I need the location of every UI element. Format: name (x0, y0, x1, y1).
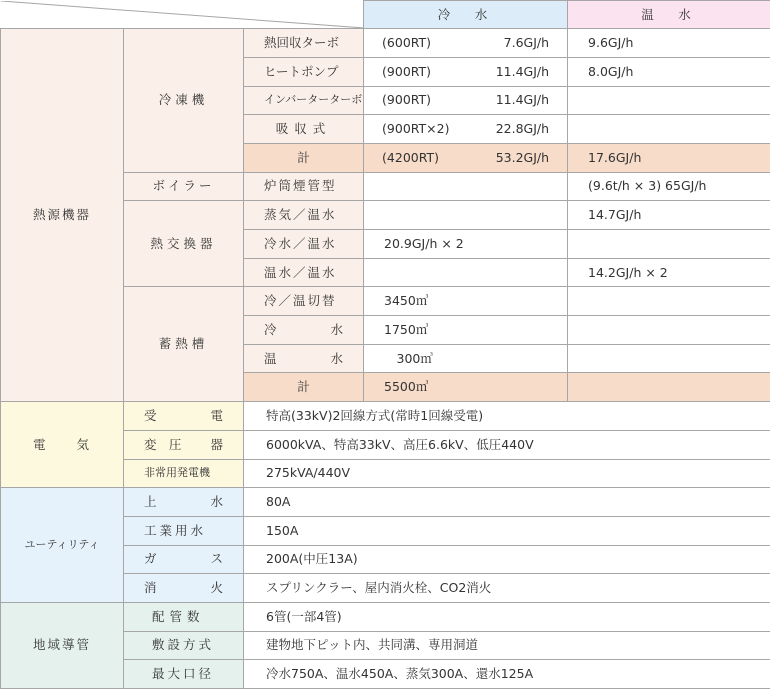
item-name (124, 545, 244, 574)
item-name (124, 574, 244, 603)
item-value: 建物地下ピット内、共同溝、専用洞道 (244, 631, 770, 660)
item-name: 敷設方式 (124, 631, 244, 660)
item-name: ヒートポンプ (244, 57, 364, 86)
group-electric: 電 気 (1, 402, 124, 488)
cold-value: 20.9GJ/h × 2 (364, 230, 568, 259)
hot-value: (9.6t/h × 3) 65GJ/h (568, 172, 770, 201)
item-name (124, 516, 244, 545)
cold-capacity: (900RT×2) (382, 121, 450, 137)
hot-value (568, 316, 770, 345)
table-row (1, 602, 770, 631)
item-name-left: 温 (264, 350, 277, 366)
cold-value: 3450㎥ (364, 287, 568, 316)
item-name: 炉筒煙管型 (244, 172, 364, 201)
item-name-right: 水 (330, 350, 344, 366)
cold-capacity: (900RT) (382, 92, 432, 108)
item-name-left: 上 (144, 494, 157, 510)
cold-value (364, 86, 568, 115)
item-name (124, 459, 244, 488)
item-name: 熱回収ターボ (244, 29, 364, 58)
item-name-left: 冷／温切替 (264, 293, 337, 309)
cold-total (364, 143, 568, 172)
item-name-right: 電 (210, 407, 223, 423)
group-heat-source: 熱源機器 (1, 29, 124, 402)
header-row (1, 1, 770, 29)
hot-value: 9.6GJ/h (568, 29, 770, 58)
group-utility: ユーティリティ (1, 488, 124, 603)
cold-value: 1750㎥ (364, 316, 568, 345)
item-value: 275kVA/440V (244, 459, 770, 488)
total-label: 計 (244, 373, 364, 402)
item-name-right: 水 (210, 494, 223, 510)
item-name-right: 水 (330, 321, 344, 337)
hot-value: 8.0GJ/h (568, 57, 770, 86)
cold-value (364, 172, 568, 201)
cold-heat: 7.6GJ/h (503, 35, 550, 51)
hot-total: 17.6GJ/h (568, 143, 770, 172)
cold-value (364, 29, 568, 58)
cold-capacity: (4200RT) (382, 149, 440, 165)
item-name (124, 430, 244, 459)
hot-value (568, 86, 770, 115)
subgroup-boiler: ボイラー (124, 172, 244, 201)
total-label: 計 (244, 143, 364, 172)
cold-value (364, 258, 568, 287)
item-value: スプリンクラー、屋内消火栓、CO2消火 (244, 574, 770, 603)
item-name-right: 火 (210, 580, 223, 596)
item-name: 配管数 (124, 602, 244, 631)
hot-value (568, 230, 770, 259)
item-name (244, 316, 364, 345)
item-name-left: 消 (144, 580, 157, 596)
item-value: 特高(33kV)2回線方式(常時1回線受電) (244, 402, 770, 431)
hot-value: 14.2GJ/h × 2 (568, 258, 770, 287)
cold-value (364, 57, 568, 86)
cold-heat: 11.4GJ/h (495, 63, 550, 79)
item-name-right: 器 (210, 436, 223, 452)
item-value: 6000kVA、特高33kV、高圧6.6kV、低圧440V (244, 430, 770, 459)
hot-value (568, 344, 770, 373)
item-name-left: 冷 (264, 321, 277, 337)
subgroup-chiller: 冷凍機 (124, 29, 244, 172)
item-value: 200A(中圧13A) (244, 545, 770, 574)
item-name (124, 402, 244, 431)
item-value: 150A (244, 516, 770, 545)
header-corner (1, 1, 364, 29)
item-name: 冷水／温水 (244, 230, 364, 259)
subgroup-exchanger: 熱交換器 (124, 201, 244, 287)
item-value: 冷水750A、温水450A、蒸気300A、還水125A (244, 660, 770, 689)
hot-total (568, 373, 770, 402)
item-name-left: 変 圧 (144, 436, 182, 452)
hot-value: 14.7GJ/h (568, 201, 770, 230)
cold-heat: 22.8GJ/h (495, 121, 550, 137)
item-name: 蒸気／温水 (244, 201, 364, 230)
item-value: 6管(一部4管) (244, 602, 770, 631)
item-name-left: 非常用発電機 (144, 466, 210, 480)
cold-capacity: (900RT) (382, 63, 432, 79)
item-name: インバーターターボ (244, 86, 364, 115)
item-name-right: ス (210, 551, 223, 567)
hot-value (568, 115, 770, 144)
cold-total: 5500㎥ (364, 373, 568, 402)
cold-heat: 11.4GJ/h (495, 92, 550, 108)
subgroup-storage: 蓄熱槽 (124, 287, 244, 402)
header-hot: 温 水 (568, 1, 770, 29)
item-name (244, 344, 364, 373)
item-name (124, 488, 244, 517)
cold-value (364, 115, 568, 144)
item-name-left: ガ (144, 551, 157, 567)
hot-value (568, 287, 770, 316)
item-name (244, 287, 364, 316)
diagonal-line (1, 1, 364, 28)
item-name: 温水／温水 (244, 258, 364, 287)
cold-heat: 53.2GJ/h (495, 149, 550, 165)
item-name: 最大口径 (124, 660, 244, 689)
table-row (1, 402, 770, 431)
table-row (1, 29, 770, 58)
table-row (1, 488, 770, 517)
group-district: 地域導管 (1, 602, 124, 688)
cold-capacity: (600RT) (382, 35, 432, 51)
item-name-left: 工業用水 (144, 522, 207, 538)
item-name-left: 受 (144, 407, 157, 423)
cold-value: 300㎥ (364, 344, 568, 373)
header-cold: 冷 水 (364, 1, 568, 29)
cold-value (364, 201, 568, 230)
item-name: 吸収式 (244, 115, 364, 144)
item-value: 80A (244, 488, 770, 517)
